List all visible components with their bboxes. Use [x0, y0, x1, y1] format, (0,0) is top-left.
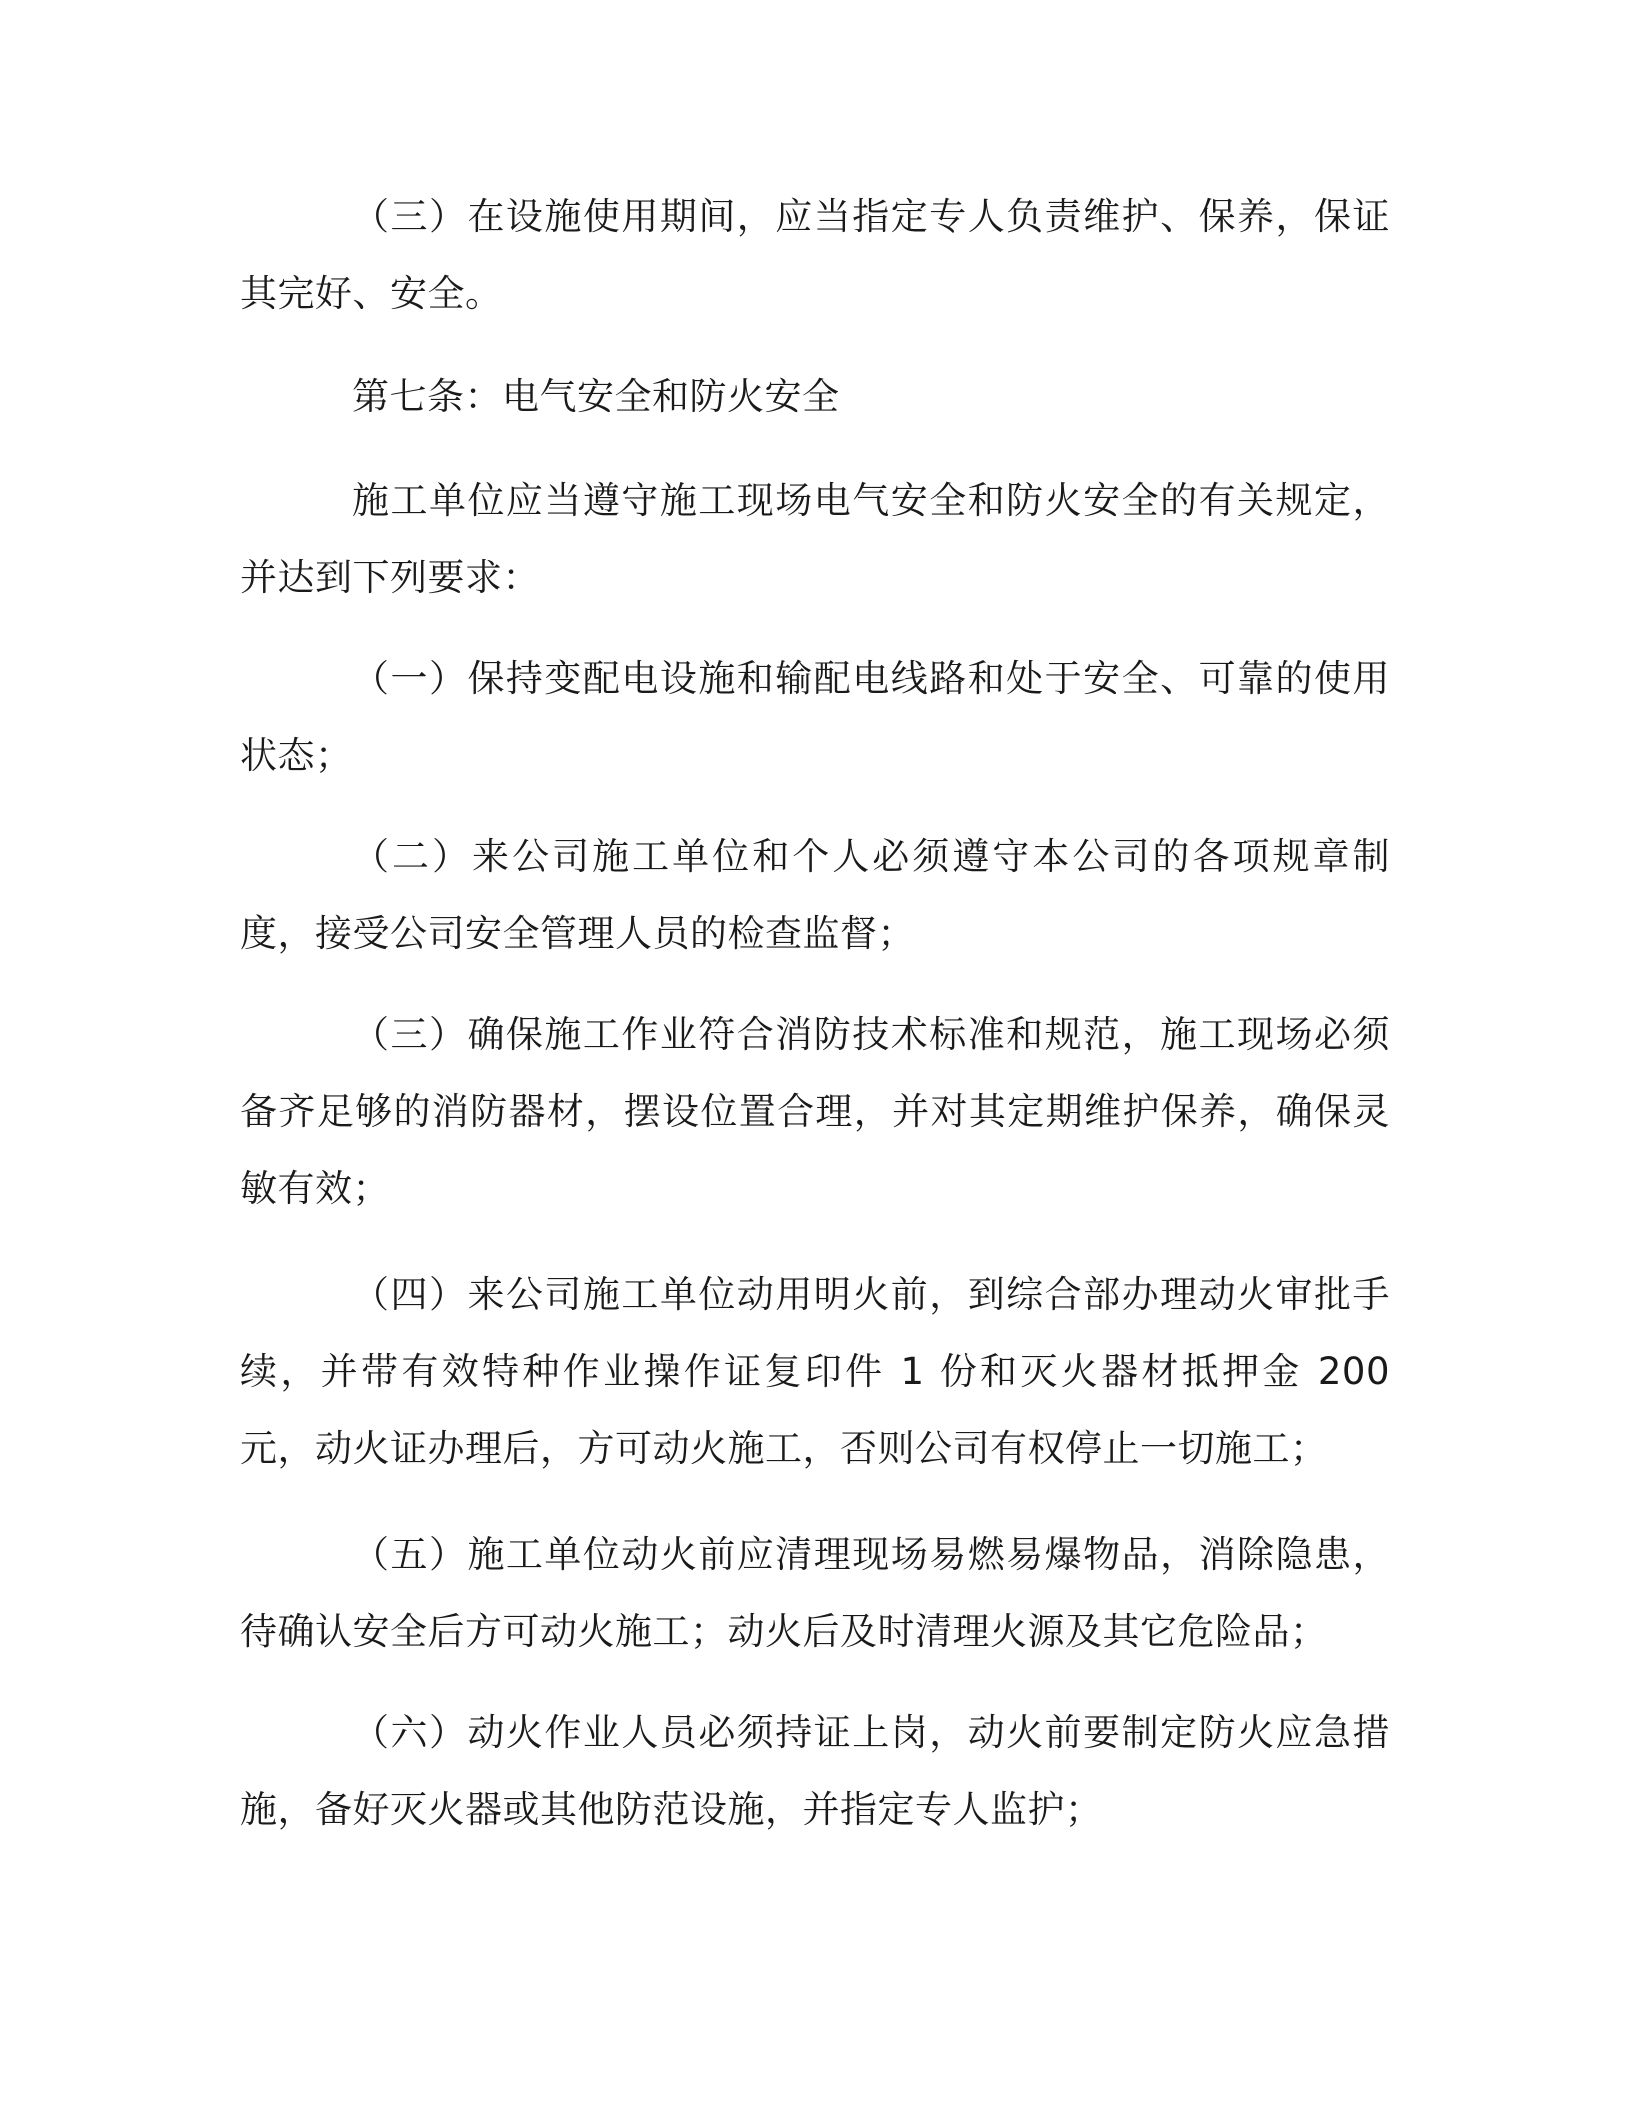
paragraph-facility-maintenance: （三）在设施使用期间，应当指定专人负责维护、保养，保证其完好、安全。: [240, 195, 1390, 315]
paragraph-item-four: （四）来公司施工单位动用明火前，到综合部办理动火审批手续，并带有效特种作业操作证复印件 1 份和灭火器材抵押金 200 元，动火证办理后，方可动火施工，否则公司有权停止一切施工；: [240, 1273, 1390, 1470]
paragraph-item-two: （二）来公司施工单位和个人必须遵守本公司的各项规章制度，接受公司安全管理人员的检查监督；: [240, 835, 1390, 955]
paragraph-requirements-intro: 施工单位应当遵守施工现场电气安全和防火安全的有关规定，并达到下列要求：: [240, 479, 1390, 599]
paragraph-item-five: （五）施工单位动火前应清理现场易燃易爆物品，消除隐患，待确认安全后方可动火施工；动火后及时清理火源及其它危险品；: [240, 1533, 1390, 1653]
paragraph-item-three: （三）确保施工作业符合消防技术标准和规范，施工现场必须备齐足够的消防器材，摆设位置合理，并对其定期维护保养，确保灵敏有效；: [240, 1013, 1390, 1210]
paragraph-item-one: （一）保持变配电设施和输配电线路和处于安全、可靠的使用状态；: [240, 657, 1390, 777]
paragraph-item-six: （六）动火作业人员必须持证上岗，动火前要制定防火应急措施，备好灭火器或其他防范设施，并指定专人监护；: [240, 1711, 1390, 1831]
article-seven-heading: 第七条：电气安全和防火安全: [352, 375, 840, 418]
